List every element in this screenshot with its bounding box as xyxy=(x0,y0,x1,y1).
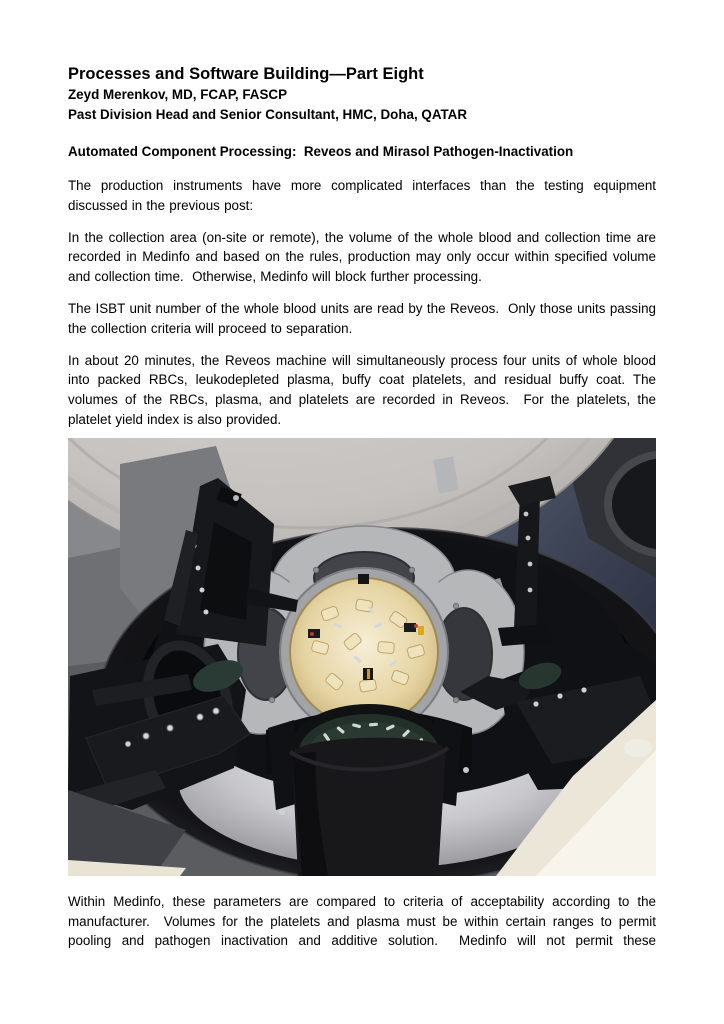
body-paragraph-2: In the collection area (on-site or remote), the volume of the whole blood and collection time are recorded in Medinfo and based on the rules, production may only occur within specified volume and collection time. Otherwise, Medinfo will block further processing. xyxy=(68,229,656,285)
section-heading: Automated Component Processing: Reveos and Mirasol Pathogen-Inactivation xyxy=(68,144,574,159)
figure-centrifuge-photo xyxy=(68,438,656,876)
page-title: Processes and Software Building—Part Eight xyxy=(68,65,424,83)
body-paragraph-4: In about 20 minutes, the Reveos machine will simultaneously process four units of whole blood into packed RBCs, leukodepleted plasma, buffy coat platelets, and residual buffy coat. The volumes of the RBCs, plasma, and platelets are recorded in Reveos. For the platelets, the platelet yield index is also provided. xyxy=(68,352,656,427)
body-paragraph-5: Within Medinfo, these parameters are compared to criteria of acceptability according to the manufacturer. Volumes for the platelets and plasma must be within certain ranges to permit pooling and pathogen inactivation and additive solution. Medinfo will not permit these xyxy=(68,893,656,949)
author-name: Zeyd Merenkov, MD, FCAP, FASCP xyxy=(68,87,288,102)
body-paragraph-1: The production instruments have more complicated interfaces than the testing equipment discussed in the previous post: xyxy=(68,178,656,213)
author-role: Past Division Head and Senior Consultant, HMC, Doha, QATAR xyxy=(68,107,468,122)
body-paragraph-3: The ISBT unit number of the whole blood units are read by the Reveos. Only those units passing the collection criteria will proceed to separation. xyxy=(68,300,656,336)
centrifuge-photo-illustration xyxy=(68,438,656,876)
